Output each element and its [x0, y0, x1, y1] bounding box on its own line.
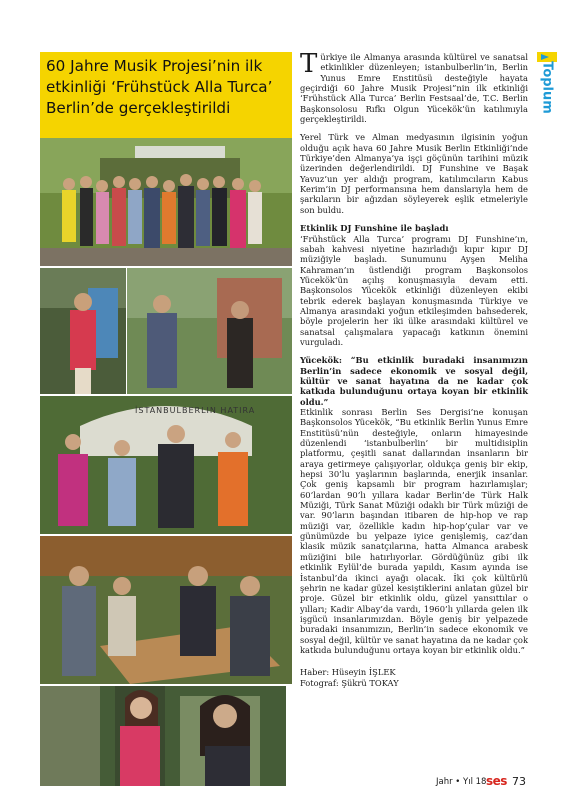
- photo-sign-text: [135, 406, 255, 415]
- photo-sign-line-2: HATIRA: [220, 406, 256, 415]
- page-number: 73: [512, 775, 526, 788]
- photo-woman-pink: [40, 686, 286, 786]
- section-1: [300, 223, 528, 347]
- footer-brand-logo: ses: [486, 774, 507, 788]
- section-tab: [535, 52, 557, 114]
- paragraph-intro: [300, 49, 528, 125]
- article-column: [300, 49, 528, 697]
- article-title: 60 Jahre Musik Projesi’nin ilk etkinliği ‘Frühstück Alla Turca’ Berlin’de gerçekleştirildi: [40, 52, 292, 138]
- paragraph-intro-text: ürkiye ile Almanya arasında kültürel ve sanatsal etkinlikler düzenleyen; istanbulberlin’in, Berlin Yunus Emre Enstitüsü desteğiyle hayata geçirdiği 60 Jahre Musik Projesi”nin ilk etkinliği ‘Frühstück Alla Turca’ Berlin Festsaal’de, T.C. Berlin Başkonsolosu Rıfkı Olgun Yücekök’ün katılımıyla gerçekleştirildi.: [300, 52, 528, 125]
- paragraph-2: Yerel Türk ve Alman medyasının ilgisinin yoğun olduğu açık hava 60 Jahre Musik Berlin Etkinliği’nde Türkiye’den Almanya’ya işçi göçünün tarihini müzik üzerinden değerlendirildi. DJ Funshine ve Başak Yavuz’un yer aldığı program, katılımcıların Kabus Kerim’in DJ performansına hem danslarıyla hem de şarkıların bir ağızdan söyleyerek eşlik etmeleriyle son buldu.: [300, 132, 528, 215]
- page-footer: [436, 774, 532, 790]
- section-2: [300, 355, 528, 655]
- photo-table-guests: [40, 536, 292, 684]
- subheading-1: Etkinlik DJ Funshine ile başladı: [300, 223, 449, 234]
- footer-label: Jahr • Yıl 18: [436, 777, 487, 787]
- paragraph-3: ‘Frühstück Alla Turca’ programı DJ Funshine’ın, sabah kahvesi niyetine hazırladığı kıpır kıpır DJ müziğiyle başladı. Sunumunu Ayşen Meliha Kahraman’ın üstlendiği program Başkonsolos Yücekök’ün açılış konuşmasıyla devam etti. Başkonsolos Yücekök etkinliği düzenleyen ekibi tebrik ederek başlayan konuşmasında Türkiye ve Almanya arasındaki yoğun etkileşimden bahsederek, böyle projelerin her iki ülke arasındaki kültürel ve sanatsal çalışmalara yapacağı katkının önemini vurguladı.: [300, 233, 528, 347]
- paragraph-4: Etkinlik sonrası Berlin Ses Dergisi’ne konuşan Başkonsolos Yücekök, “Bu etkinlik Berlin Yunus Emre Enstitüsü’nün desteğiyle, onların himayesinde düzenlendi ‘istanbulberlin’ bir multidisiplin platformu, çeşitli sanat dallarından insanların bir araya getirmeye çalışıyorlar, oldukça geniş bir ekip, hepsi 30’lu yaşlarının başlarında, enerjik insanlar. Çok geniş kapsamlı bir program hazırlamışlar; 60’lardan 90’lı yıllara kadar Berlin’de Türk Halk Müziği, Türk Sanat Müziği odaklı bir Türk müziği de var. 90’ların başından itibaren de hip-hop ve rap müziği var, özellikle kadın hip-hop’çular var ve günümüzde bu yelpaze iyice genişlemiş, caz’dan klasik müzik sanatçılarına, hatta Almanca arabesk müziğini bile hatırlıyorlar. Gördüğünüz gibi ilk etkinlik Eylül’de burada yapıldı, Kasım ayında ise İstanbul’da ikinci ayağı olacak. İki çok kültürlü şehrin ne kadar güzel kesiştiklerini anlatan güzel bir proje. Güzel bir etkinlik oldu, güzel yansıttılar o yılları; Kadir Albay’da vardı, 1960’lı yıllarda gelen ilk işgücü insanlarımızdan. Böyle geniş bir yelpazede buradaki insanımızın, Berlin’in sadece ekonomik ve sosyal değil, kültür ve sanat hayatına da ne kadar çok katkıda bulunduğunu ortaya koyan bir etkinlik oldu.”: [300, 407, 528, 655]
- section-label: Toplum: [539, 61, 555, 114]
- photo-sign-line-1: İSTANBULBERLIN: [135, 406, 217, 415]
- drop-cap: T: [300, 49, 318, 79]
- pull-quote: Yücekök: “Bu etkinlik buradaki insanımızın Berlin’in sadece ekonomik ve sosyal değil, kültür ve sanat hayatına da ne kadar çok katkıda bulunduğunu ortaya koyan bir etkinlik oldu.”: [300, 355, 528, 407]
- photo-consul-speech: [127, 268, 292, 394]
- photo-group: [40, 138, 292, 266]
- photo-speaker-woman: [40, 268, 126, 394]
- credit-photo: Fotograf: Şükrü TOKAY: [300, 678, 399, 689]
- credit-news: Haber: Hüseyin İŞLEK: [300, 667, 396, 678]
- photo-four-people: [40, 396, 292, 534]
- credits: [300, 667, 528, 689]
